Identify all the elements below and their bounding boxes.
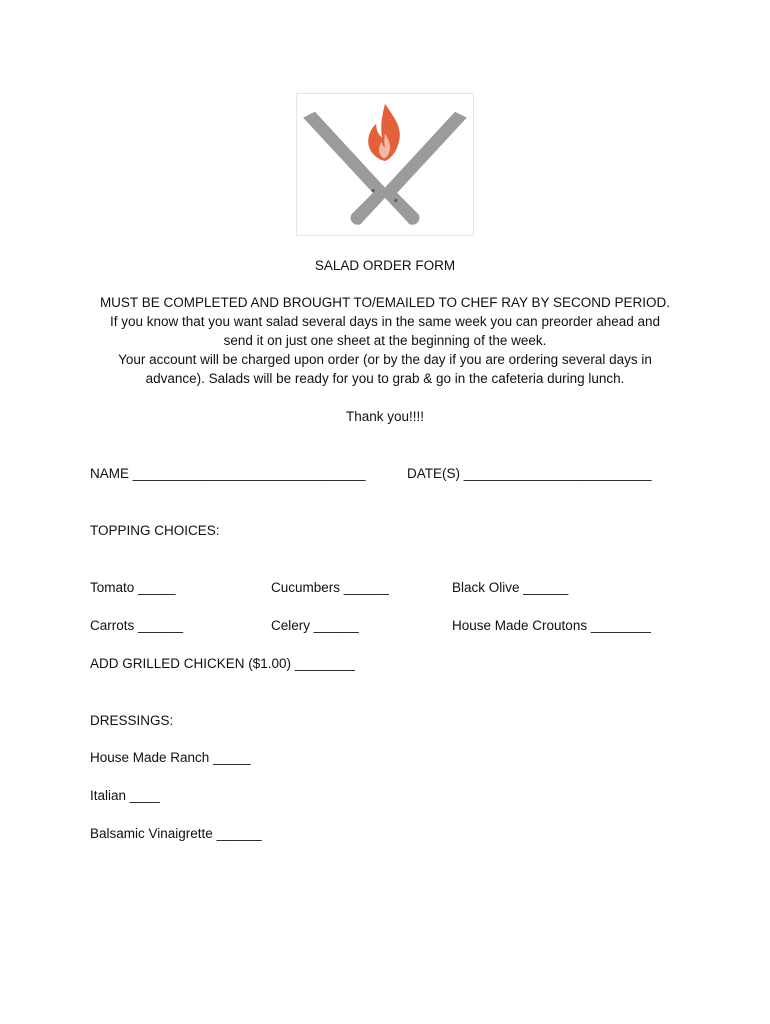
topping-cucumbers[interactable]: Cucumbers ______	[271, 580, 389, 595]
topping-celery[interactable]: Celery ______	[271, 618, 359, 633]
dates-field[interactable]: DATE(S) _________________________	[407, 466, 652, 481]
dressing-ranch[interactable]: House Made Ranch _____	[90, 750, 251, 765]
toppings-heading: TOPPING CHOICES:	[90, 523, 220, 538]
crossed-knives-flame-icon	[297, 94, 473, 235]
topping-tomato[interactable]: Tomato _____	[90, 580, 176, 595]
instruction-line-4: Your account will be charged upon order (or by the day if you are ordering several days in	[118, 352, 652, 367]
chef-logo	[296, 93, 474, 236]
thank-you-text: Thank you!!!!	[345, 409, 425, 424]
name-field[interactable]: NAME _______________________________	[90, 466, 366, 481]
instruction-line-3: send it on just one sheet at the beginning of the week.	[223, 333, 547, 348]
right-knife-handle-icon	[350, 185, 389, 225]
topping-carrots[interactable]: Carrots ______	[90, 618, 184, 633]
topping-croutons[interactable]: House Made Croutons ________	[452, 618, 651, 633]
topping-black-olive[interactable]: Black Olive ______	[452, 580, 569, 595]
dressing-balsamic[interactable]: Balsamic Vinaigrette ______	[90, 826, 262, 841]
instruction-line-5: advance). Salads will be ready for you to grab & go in the cafeteria during lunch.	[145, 371, 625, 386]
instruction-line-2: If you know that you want salad several days in the same week you can preorder ahead and	[109, 314, 661, 329]
left-knife-blade-icon	[303, 112, 386, 199]
instruction-line-1: MUST BE COMPLETED AND BROUGHT TO/EMAILED TO CHEF RAY BY SECOND PERIOD.	[99, 295, 671, 310]
dressings-heading: DRESSINGS:	[90, 713, 174, 728]
grilled-chicken-addon[interactable]: ADD GRILLED CHICKEN ($1.00) ________	[90, 656, 355, 671]
form-title: SALAD ORDER FORM	[314, 258, 456, 273]
dressing-italian[interactable]: Italian ____	[90, 788, 160, 803]
